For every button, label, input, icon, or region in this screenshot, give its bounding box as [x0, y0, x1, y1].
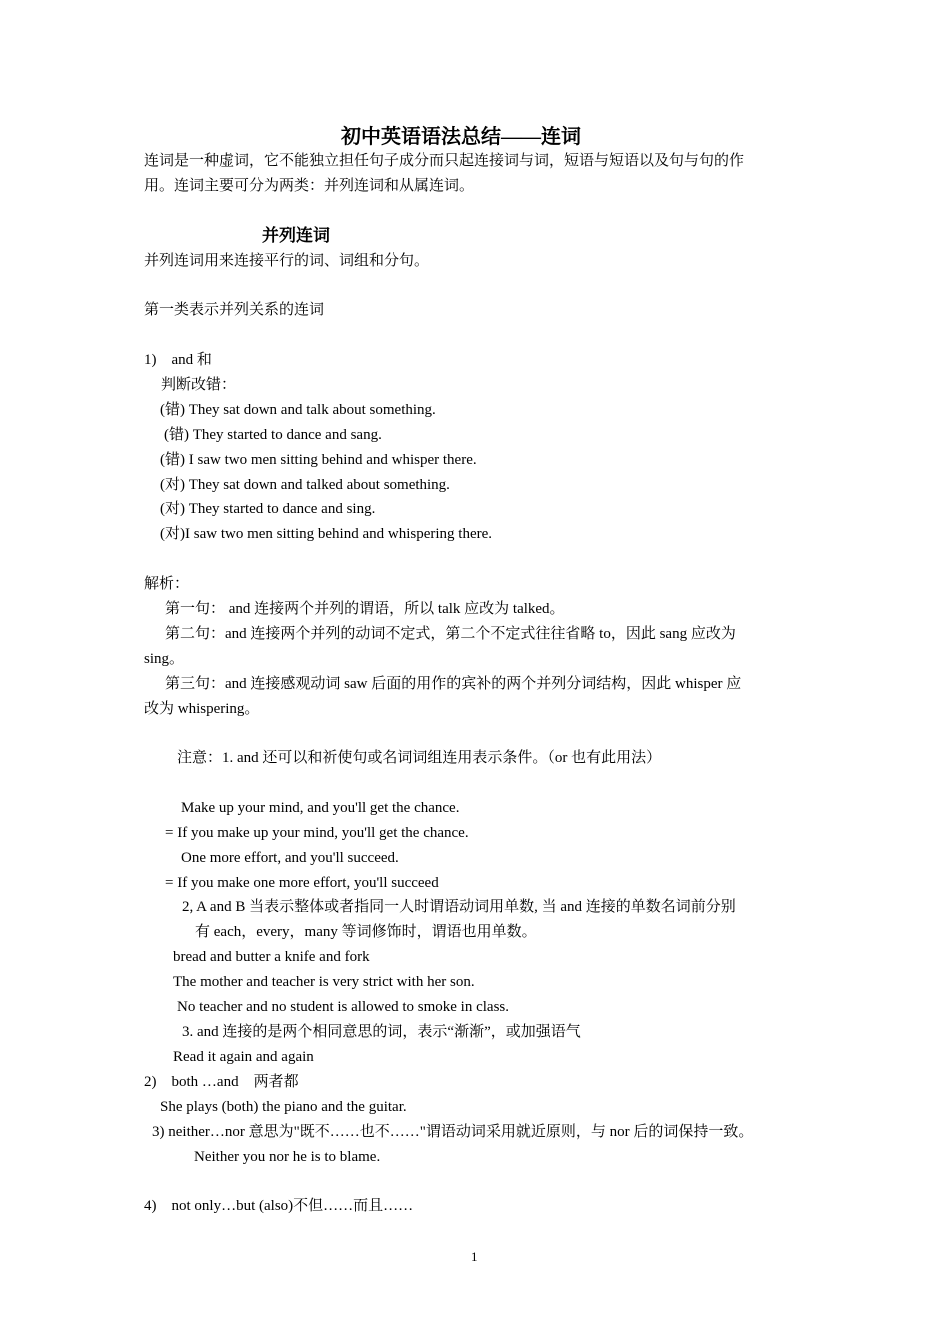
- list-item: (对)I saw two men sitting behind and whispering there.: [160, 526, 493, 542]
- note-2-line-1: 2, A and B 当表示整体或者指同一人时谓语动词用单数, 当 and 连接的单数名词前分别: [182, 899, 736, 915]
- list-item: (错) They started to dance and sang.: [164, 427, 382, 443]
- page-number: 1: [471, 1249, 478, 1264]
- example-line: No teacher and no student is allowed to smoke in class.: [177, 999, 510, 1015]
- item-1-label: 1) and 和: [144, 352, 212, 368]
- analysis-line: 第二句：and 连接两个并列的动词不定式，第二个不定式往往省略 to，因此 sang 应改为: [165, 626, 736, 642]
- intro-line-2: 用。连词主要可分为两类：并列连词和从属连词。: [144, 178, 475, 194]
- analysis-line: sing。: [144, 651, 185, 667]
- note-1: 注意：1. and 还可以和祈使句或名词词组连用表示条件。（or 也有此用法）: [177, 750, 662, 766]
- example-line: Neither you nor he is to blame.: [194, 1149, 381, 1165]
- list-item: (对) They sat down and talked about something.: [160, 477, 450, 493]
- section-heading: 并列连词: [262, 226, 330, 245]
- intro-line-1: 连词是一种虚词，它不能独立担任句子成分而只起连接词与词，短语与短语以及句与句的作: [144, 153, 745, 169]
- example-line: Make up your mind, and you'll get the chance.: [181, 800, 460, 816]
- analysis-line: 第三句：and 连接感观动词 saw 后面的用作的宾补的两个并列分词结构，因此 whisper 应: [165, 676, 742, 692]
- list-item: (错) They sat down and talk about something.: [160, 402, 436, 418]
- item-2-label: 2) both …and 两者都: [144, 1074, 299, 1090]
- example-line: The mother and teacher is very strict with her son.: [173, 974, 475, 990]
- list-item: (对) They started to dance and sing.: [160, 501, 376, 517]
- note-2-line-2: 有 each，every，many 等词修饰时，谓语也用单数。: [195, 924, 537, 940]
- example-line: = If you make one more effort, you'll succeed: [165, 875, 439, 891]
- note-3: 3. and 连接的是两个相同意思的词，表示“渐渐”，或加强语气: [182, 1024, 581, 1040]
- analysis-line: 改为 whispering。: [144, 701, 260, 717]
- example-line: One more effort, and you'll succeed.: [181, 850, 399, 866]
- item-3-label: 3) neither…nor 意思为"既不……也不……"谓语动词采用就近原则，与 nor 后的词保持一致。: [152, 1124, 754, 1140]
- analysis-label: 解析：: [144, 576, 190, 592]
- list-item: (错) I saw two men sitting behind and whisper there.: [160, 452, 477, 468]
- example-line: bread and butter a knife and fork: [173, 949, 370, 965]
- item-1-task: 判断改错：: [161, 377, 237, 393]
- example-line: Read it again and again: [173, 1049, 314, 1065]
- analysis-line: 第一句： and 连接两个并列的谓语，所以 talk 应改为 talked。: [165, 601, 565, 617]
- category-heading: 第一类表示并列关系的连词: [144, 302, 325, 318]
- page-title: 初中英语语法总结——连词: [341, 126, 581, 148]
- example-line: She plays (both) the piano and the guitar.: [160, 1099, 407, 1115]
- item-4-label: 4) not only…but (also)不但……而且……: [144, 1198, 414, 1214]
- section-intro: 并列连词用来连接平行的词、词组和分句。: [144, 253, 430, 269]
- example-line: = If you make up your mind, you'll get the chance.: [165, 825, 469, 841]
